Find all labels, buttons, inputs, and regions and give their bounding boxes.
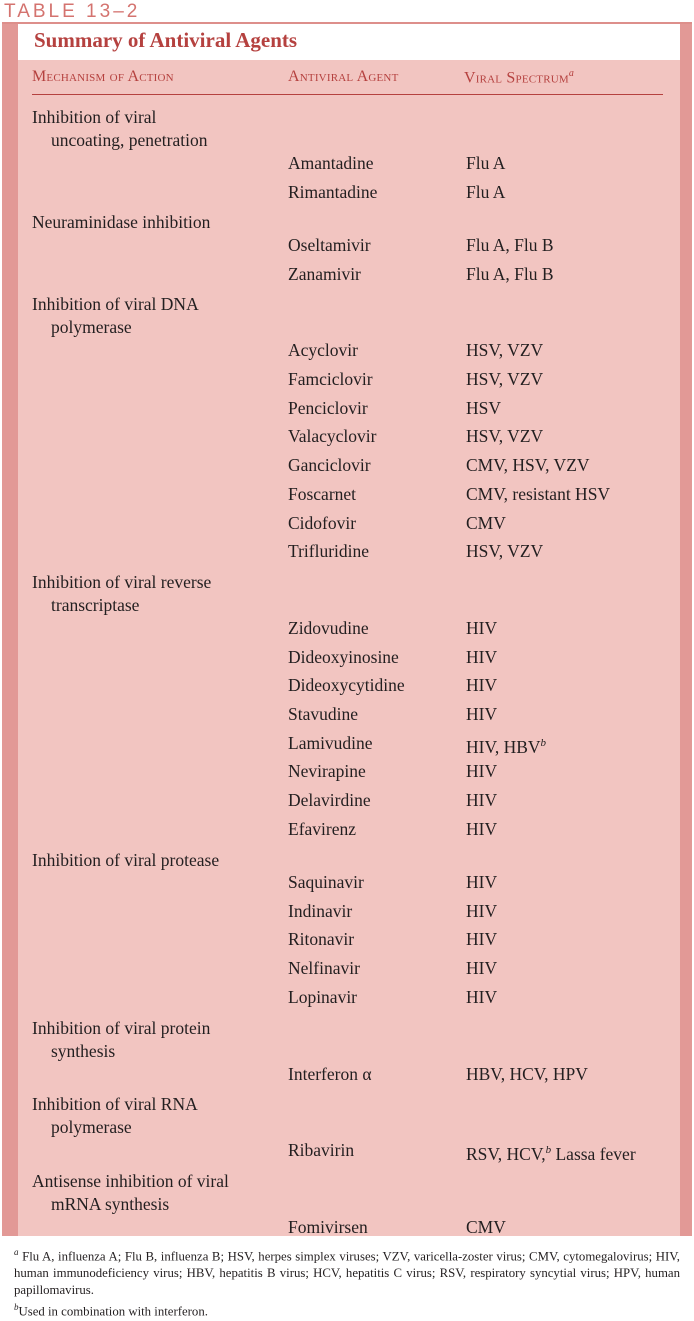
mechanism-cell [32, 849, 219, 872]
footnote-b [14, 1299, 680, 1320]
spectrum-text: HIV [466, 929, 498, 950]
spectrum-text: HIV [466, 675, 498, 696]
spectrum-text: HIV [466, 872, 498, 892]
agent-name: Amantadine [288, 153, 374, 173]
viral-spectrum [466, 1216, 506, 1239]
agent-name: Trifluridine [288, 541, 370, 562]
viral-spectrum [466, 760, 497, 783]
title-box [18, 24, 680, 60]
agent-name: Penciclovir [288, 397, 368, 418]
spectrum-text: Flu A [466, 181, 506, 202]
agent-name: Efavirenz [288, 818, 357, 839]
viral-spectrum [466, 1063, 588, 1086]
header-spectrum [464, 68, 574, 87]
viral-spectrum [466, 986, 497, 1009]
agent-name: Zanamivir [288, 263, 361, 284]
mechanism-line: transcriptase [51, 594, 140, 615]
mechanism-line: Inhibition of viral [32, 107, 157, 127]
agent-name: Nelfinavir [288, 958, 360, 979]
header-agent: Antiviral Agent [288, 68, 399, 85]
spectrum-text: HIV [466, 761, 498, 782]
agent-name: Cidofovir [288, 512, 357, 533]
viral-spectrum [466, 234, 554, 257]
spectrum-text: Flu A, Flu B [466, 263, 554, 284]
mechanism-line: polymerase [51, 1117, 132, 1138]
agent-name: Saquinavir [288, 872, 364, 892]
agent-name: Dideoxycytidine [288, 675, 405, 696]
spectrum-text: HSV, VZV [466, 369, 544, 389]
agent-name: Ribavirin [288, 1140, 355, 1161]
agent-name: Delavirdine [288, 790, 371, 811]
viral-spectrum [466, 617, 497, 640]
spectrum-text: HSV, VZV [466, 541, 544, 562]
table-number-label: TABLE 13–2 [4, 1, 141, 22]
spectrum-text: HIV [466, 646, 498, 667]
mechanism-cell [32, 571, 211, 617]
agent-name: Lamivudine [288, 732, 373, 753]
footnote-marker: b [545, 1144, 552, 1157]
mechanism-line: synthesis [51, 1040, 116, 1061]
footnote-mark: b [14, 1302, 19, 1313]
header-mechanism: Mechanism of Action [32, 68, 174, 85]
agent-name: Dideoxyinosine [288, 646, 399, 667]
spectrum-text: CMV, resistant HSV [466, 483, 611, 504]
viral-spectrum [466, 789, 497, 812]
header-rule [32, 94, 663, 95]
viral-spectrum [466, 454, 590, 477]
viral-spectrum [466, 152, 505, 175]
mechanism-line: Antisense inhibition of viral [32, 1170, 229, 1191]
footnote-text: Flu A, influenza A; Flu B, influenza B; HSV, herpes simplex viruses; VZV, varicella-zoster virus; CMV, cytomegalovirus; HIV, human immunodeficiency virus; HBV, hepatitis B virus; HCV, hepatitis C virus; RSV, respiratory syncytial virus; HPV, human papillomavirus. [14, 1249, 681, 1298]
spectrum-text: HIV [466, 818, 498, 839]
spectrum-text: HIV, HBV [466, 736, 541, 757]
spectrum-text: RSV, HCV, [466, 1144, 546, 1165]
mechanism-cell [32, 1017, 210, 1063]
viral-spectrum [466, 871, 497, 894]
table-frame [2, 22, 692, 1236]
footnote-a [14, 1244, 680, 1299]
agent-name: Zidovudine [288, 617, 369, 638]
spectrum-text: HSV [466, 397, 502, 418]
spectrum-text: Flu A [466, 153, 506, 173]
footnotes [14, 1244, 680, 1321]
agent-name: Interferon α [288, 1063, 372, 1084]
spectrum-text: HIV [466, 958, 498, 979]
footnote-marker: a [568, 68, 575, 79]
spectrum-text: CMV [466, 1216, 506, 1237]
viral-spectrum [466, 957, 497, 980]
viral-spectrum [466, 181, 505, 204]
footnote-marker: b [540, 736, 547, 749]
agent-name: Oseltamivir [288, 234, 371, 255]
header-spectrum-label: Viral Spectrum [464, 69, 569, 87]
viral-spectrum [466, 339, 543, 362]
spectrum-text: HIV [466, 790, 498, 811]
footnote-mark: a [14, 1247, 19, 1257]
mechanism-line: Inhibition of viral protein [32, 1017, 211, 1038]
mechanism-line: Inhibition of viral reverse [32, 571, 212, 592]
mechanism-line: Neuraminidase inhibition [32, 212, 211, 233]
mechanism-cell [32, 1093, 198, 1139]
viral-spectrum [466, 674, 497, 697]
agent-name: Rimantadine [288, 181, 378, 202]
spectrum-text: HSV, VZV [466, 426, 544, 447]
viral-spectrum [466, 646, 497, 669]
mechanism-cell [32, 106, 207, 152]
agent-name: Foscarnet [288, 483, 357, 504]
viral-spectrum [466, 483, 610, 506]
spectrum-text: CMV, HSV, VZV [466, 455, 590, 476]
viral-spectrum [466, 928, 497, 951]
right-accent-bar [680, 24, 692, 1236]
viral-spectrum [466, 818, 497, 841]
spectrum-text: HIV [466, 617, 498, 638]
agent-name: Ganciclovir [288, 455, 371, 476]
viral-spectrum [466, 263, 554, 286]
mechanism-line: Inhibition of viral RNA [32, 1094, 198, 1115]
agent-name: Indinavir [288, 900, 353, 921]
agent-name: Acyclovir [288, 340, 358, 361]
mechanism-cell [32, 211, 210, 234]
viral-spectrum [466, 397, 501, 420]
agent-name: Fomivirsen [288, 1216, 368, 1237]
mechanism-line: polymerase [51, 317, 132, 338]
mechanism-cell [32, 1170, 229, 1216]
agent-name: Famciclovir [288, 369, 373, 389]
spectrum-text: Flu A, Flu B [466, 234, 554, 255]
viral-spectrum [466, 1139, 636, 1166]
mechanism-cell [32, 293, 199, 339]
mechanism-line: Inhibition of viral DNA [32, 294, 199, 315]
spectrum-text: HIV [466, 986, 498, 1007]
table-title: Summary of Antiviral Agents [34, 28, 298, 52]
viral-spectrum [466, 703, 497, 726]
footnote-text: Used in combination with interferon. [18, 1304, 208, 1319]
mechanism-line: uncoating, penetration [51, 130, 208, 150]
spectrum-text-tail: Lassa fever [551, 1144, 636, 1165]
agent-name: Nevirapine [288, 761, 366, 782]
left-accent-bar [2, 24, 18, 1236]
agent-name: Lopinavir [288, 986, 358, 1007]
viral-spectrum [466, 512, 506, 535]
agent-name: Stavudine [288, 704, 358, 724]
mechanism-line: mRNA synthesis [51, 1193, 170, 1214]
spectrum-text: HSV, VZV [466, 340, 544, 361]
viral-spectrum [466, 900, 497, 923]
spectrum-text: HIV [466, 900, 498, 921]
viral-spectrum [466, 368, 543, 391]
mechanism-line: Inhibition of viral protease [32, 849, 220, 870]
spectrum-text: CMV [466, 512, 506, 533]
viral-spectrum [466, 732, 546, 759]
viral-spectrum [466, 425, 543, 448]
spectrum-text: HIV [466, 704, 498, 724]
viral-spectrum [466, 540, 543, 563]
agent-name: Valacyclovir [288, 426, 377, 447]
agent-name: Ritonavir [288, 929, 355, 950]
spectrum-text: HBV, HCV, HPV [466, 1063, 588, 1084]
